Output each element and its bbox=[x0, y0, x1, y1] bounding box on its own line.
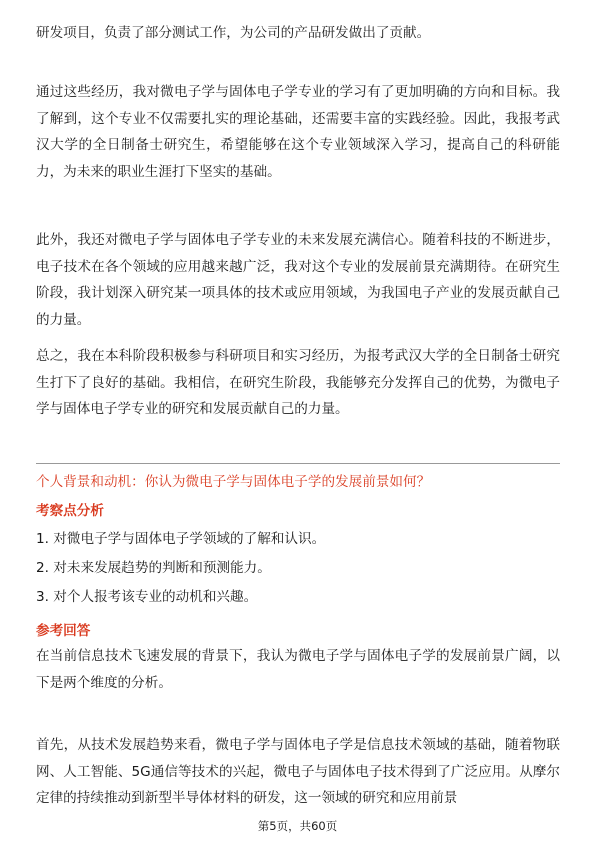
list-item: 2. 对未来发展趋势的判断和预测能力。 bbox=[36, 560, 271, 576]
page-number: 第5页，共60页 bbox=[257, 819, 338, 833]
question-title: 个人背景和动机：你认为微电子学与固体电子学的发展前景如何？ bbox=[36, 474, 431, 490]
analysis-list bbox=[36, 525, 560, 612]
body-paragraph: 此外，我还对微电子学与固体电子学专业的未来发展充满信心。随着科技的不断进步，电子技术在各个领域的应用越来越广泛，我对这个专业的发展前景充满期待。在研究生阶段，我计划深入研究某一项具体的技术或应用领域，为我国电子产业的发展贡献自己的力量。 bbox=[36, 232, 560, 328]
analysis-heading: 考察点分析 bbox=[36, 503, 104, 519]
section-divider bbox=[36, 463, 560, 464]
answer-paragraph: 在当前信息技术飞速发展的背景下，我认为微电子学与固体电子学的发展前景广阔，以下是两个维度的分析。 bbox=[36, 648, 560, 691]
body-paragraph: 研发项目，负责了部分测试工作，为公司的产品研发做出了贡献。 bbox=[36, 25, 431, 41]
body-paragraph: 通过这些经历，我对微电子学与固体电子学专业的学习有了更加明确的方向和目标。我了解到，这个专业不仅需要扎实的理论基础，还需要丰富的实践经验。因此，我报考武汉大学的全日制备士研究生，希望能够在这个专业领域深入学习，提高自己的科研能力，为未来的职业生涯打下坚实的基础。 bbox=[36, 84, 560, 180]
answer-heading: 参考回答 bbox=[36, 623, 91, 639]
list-item: 1. 对微电子学与固体电子学领域的了解和认识。 bbox=[36, 531, 326, 547]
answer-paragraph: 首先，从技术发展趋势来看，微电子学与固体电子学是信息技术领域的基础，随着物联网、人工智能、5G通信等技术的兴起，微电子与固体电子技术得到了广泛应用。从摩尔定律的持续推动到新型半导体材料的研发，这一领域的研究和应用前景 bbox=[36, 737, 560, 806]
body-paragraph: 总之，我在本科阶段积极参与科研项目和实习经历，为报考武汉大学的全日制备士研究生打下了良好的基础。我相信，在研究生阶段，我能够充分发挥自己的优势，为微电子学与固体电子学专业的研究和发展贡献自己的力量。 bbox=[36, 348, 560, 417]
list-item: 3. 对个人报考该专业的动机和兴趣。 bbox=[36, 589, 258, 605]
